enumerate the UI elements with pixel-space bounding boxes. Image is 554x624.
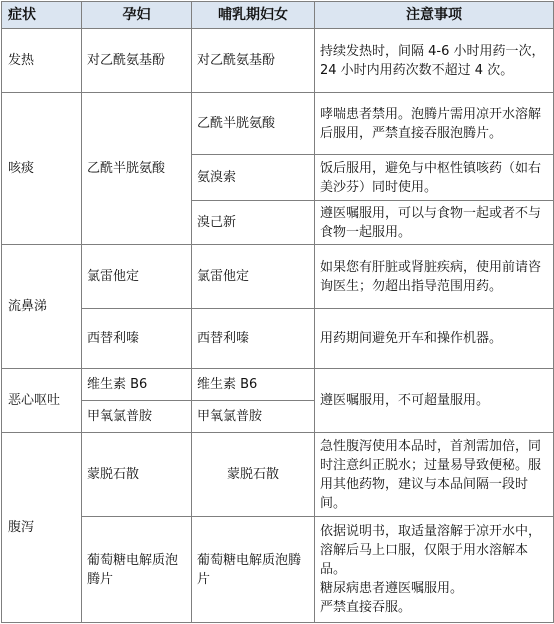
symptom-cell: 发热: [2, 29, 82, 93]
pregnant-drug-cell: 乙酰半胱氨酸: [82, 93, 192, 245]
table-row: [2, 29, 554, 93]
note-cell: 依据说明书，取适量溶解于凉开水中，溶解后马上口服，仅限于用水溶解本品。 糖尿病患者遵医嘱服用。 严禁直接吞服。: [315, 517, 554, 623]
nursing-drug-cell: 西替利嗪: [192, 309, 315, 369]
table-row: [2, 309, 554, 369]
pregnant-drug-cell: 甲氧氯普胺: [82, 401, 192, 433]
note-cell: 急性腹泻使用本品时，首剂需加倍，同时注意纠正脱水；过量易导致便秘。服用其他药物，建议与本品间隔一段时间。: [315, 433, 554, 517]
pregnant-drug-cell: 氯雷他定: [82, 245, 192, 309]
note-cell: 用药期间避免开车和操作机器。: [315, 309, 554, 369]
header-pregnant: 孕妇: [82, 2, 192, 29]
header-nursing: 哺乳期妇女: [192, 2, 315, 29]
table-row: [2, 369, 554, 401]
medication-table: [1, 1, 554, 623]
pregnant-drug-cell: 对乙酰氨基酚: [82, 29, 192, 93]
symptom-cell: 恶心呕吐: [2, 369, 82, 433]
note-cell: 遵医嘱服用，可以与食物一起或者不与食物一起服用。: [315, 201, 554, 245]
symptom-cell: 流鼻涕: [2, 245, 82, 369]
header-symptom: 症状: [2, 2, 82, 29]
pregnant-drug-cell: 蒙脱石散: [82, 433, 192, 517]
pregnant-drug-cell: 西替利嗪: [82, 309, 192, 369]
table-row: [2, 517, 554, 623]
symptom-cell: 腹泻: [2, 433, 82, 623]
nursing-drug-cell: 甲氧氯普胺: [192, 401, 315, 433]
table-row: [2, 245, 554, 309]
nursing-drug-cell: 乙酰半胱氨酸: [192, 93, 315, 155]
note-cell: 如果您有肝脏或肾脏疾病，使用前请咨询医生；勿超出指导范围用药。: [315, 245, 554, 309]
pregnant-drug-cell: 维生素 B6: [82, 369, 192, 401]
nursing-drug-cell: 氯雷他定: [192, 245, 315, 309]
nursing-drug-cell: 对乙酰氨基酚: [192, 29, 315, 93]
note-cell: 持续发热时，间隔 4-6 小时用药一次，24 小时内用药次数不超过 4 次。: [315, 29, 554, 93]
symptom-cell: 咳痰: [2, 93, 82, 245]
nursing-drug-cell: 维生素 B6: [192, 369, 315, 401]
header-notes: 注意事项: [315, 2, 554, 29]
nursing-drug-cell: 溴己新: [192, 201, 315, 245]
pregnant-drug-cell: 葡萄糖电解质泡腾片: [82, 517, 192, 623]
nursing-drug-cell: 葡萄糖电解质泡腾片: [192, 517, 315, 623]
note-cell: 哮喘患者禁用。泡腾片需用凉开水溶解后服用，严禁直接吞服泡腾片。: [315, 93, 554, 155]
note-cell: 饭后服用，避免与中枢性镇咳药（如右美沙芬）同时使用。: [315, 155, 554, 201]
nursing-drug-cell: 氨溴索: [192, 155, 315, 201]
note-cell: 遵医嘱服用，不可超量服用。: [315, 369, 554, 433]
table-row: [2, 433, 554, 517]
table-row: [2, 93, 554, 155]
nursing-drug-cell: 蒙脱石散: [192, 433, 315, 517]
header-row: [2, 2, 554, 29]
